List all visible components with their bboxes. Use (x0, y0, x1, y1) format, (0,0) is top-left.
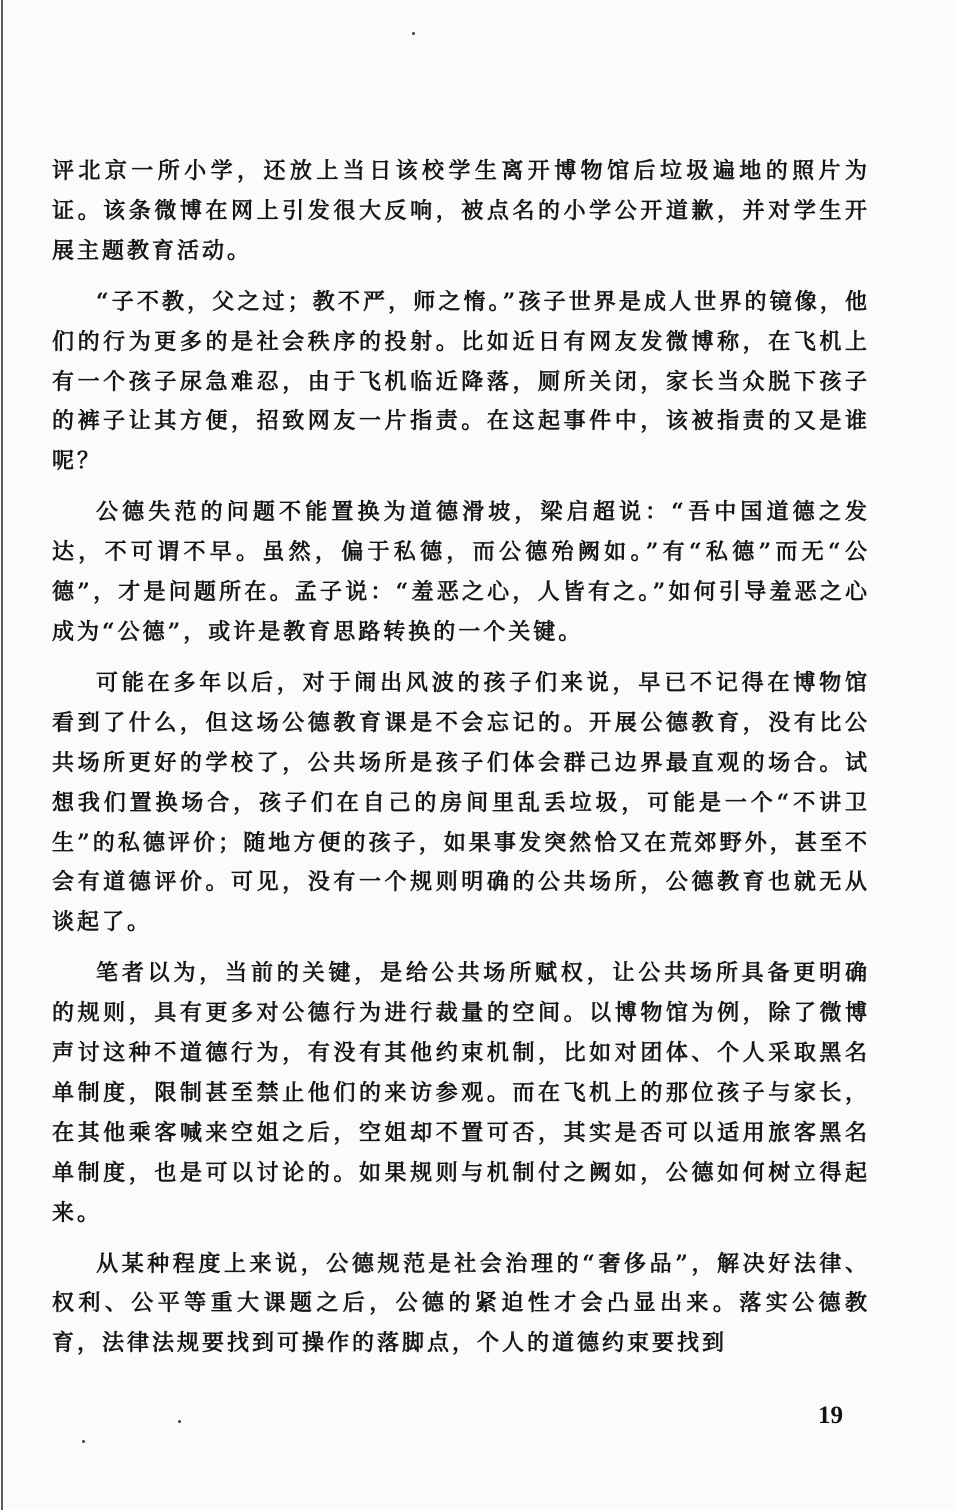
paragraph: “子不教，父之过；教不严，师之惰。”孩子世界是成人世界的镜像，他们的行为更多的是社会秩序的投射。比如近日有网友发微博称，在飞机上有一个孩子尿急难忍，由于飞机临近降落，厕所关闭，家长当众脱下孩子的裤子让其方便，招致网友一片指责。在这起事件中，该被指责的又是谁呢？ (52, 288, 870, 475)
scan-speck (412, 32, 415, 35)
paragraph: 公德失范的问题不能置换为道德滑坡，梁启超说：“吾中国道德之发达，不可谓不早。虽然，偏于私德，而公德殆阙如。”有“私德”而无“公德”，才是问题所在。孟子说：“羞恶之心，人皆有之。”如何引导羞恶之心成为“公德”，或许是教育思路转换的一个关键。 (52, 499, 870, 645)
scan-speck (178, 1420, 181, 1423)
paragraph: 可能在多年以后，对于闹出风波的孩子们来说，早已不记得在博物馆看到了什么，但这场公德教育课是不会忘记的。开展公德教育，没有比公共场所更好的学校了，公共场所是孩子们体会群己边界最直观的场合。试想我们置换场合，孩子们在自己的房间里乱丢垃圾，可能是一个“不讲卫生”的私德评价；随地方便的孩子，如果事发突然恰又在荒郊野外，甚至不会有道德评价。可见，没有一个规则明确的公共场所，公德教育也就无从谈起了。 (52, 669, 870, 936)
scan-speck (82, 1440, 85, 1443)
paragraph: 从某种程度上来说，公德规范是社会治理的“奢侈品”，解决好法律、权利、公平等重大课题之后，公德的紧迫性才会凸显出来。落实公德教育，法律法规要找到可操作的落脚点，个人的道德约束要找到 (52, 1250, 870, 1357)
paragraph-continued: 评北京一所小学，还放上当日该校学生离开博物馆后垃圾遍地的照片为证。该条微博在网上引发很大反响，被点名的小学公开道歉，并对学生开展主题教育活动。 (52, 158, 870, 264)
page-number: 19 (818, 1402, 843, 1429)
paragraph: 笔者以为，当前的关键，是给公共场所赋权，让公共场所具备更明确的规则，具有更多对公德行为进行裁量的空间。以博物馆为例，除了微博声讨这种不道德行为，有没有其他约束机制，比如对团体、个人采取黑名单制度，限制甚至禁止他们的来访参观。而在飞机上的那位孩子与家长，在其他乘客喊来空姐之后，空姐却不置可否，其实是否可以适用旅客黑名单制度，也是可以讨论的。如果规则与机制付之阙如，公德如何树立得起来。 (52, 960, 870, 1226)
page-edge-shadow (1, 0, 3, 1510)
body-text (52, 152, 870, 1375)
